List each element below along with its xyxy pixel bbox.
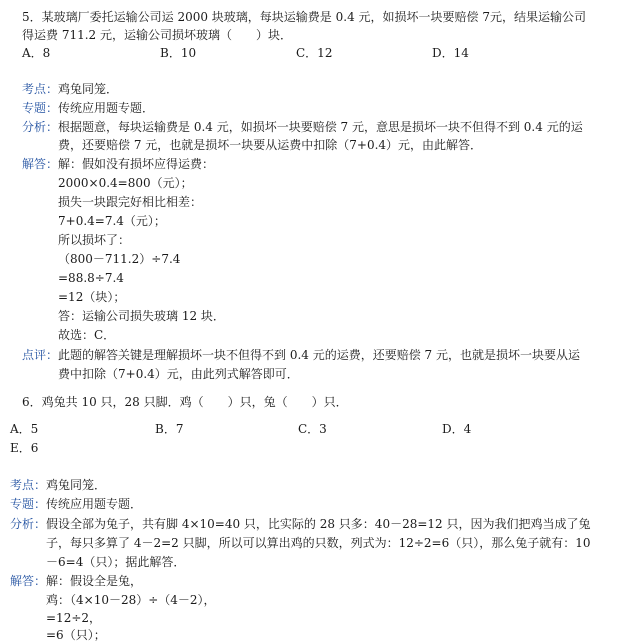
q5-jieda-label: 解答： xyxy=(22,157,59,171)
q6-zhuanti: 传统应用题专题． xyxy=(46,497,143,511)
q5-option-a: A．8 xyxy=(22,46,51,60)
q5-jieda-line: 解：假如没有损坏应得运费： xyxy=(58,157,215,171)
q5-dianping-label: 点评： xyxy=(22,348,59,362)
q5-jieda-line: 2000×0.4=800（元）； xyxy=(58,176,193,190)
q6-zhuanti-label: 专题： xyxy=(10,497,47,511)
q5-fenxi-label: 分析： xyxy=(22,120,59,134)
q6-jieda-line: 鸡：（4×10－28）÷（4－2）， xyxy=(46,593,216,607)
q6-option-e: E．6 xyxy=(10,441,39,455)
q6-jieda-label: 解答： xyxy=(10,574,47,588)
q6-kaodian-label: 考点： xyxy=(10,478,47,492)
q5-jieda-line: =12（块）； xyxy=(58,290,126,304)
q5-jieda-line: （800－711.2）÷7.4 xyxy=(58,252,181,266)
q6-jieda-line: 解：假设全是兔， xyxy=(46,574,143,588)
q6-jieda-line: =6（只）； xyxy=(46,628,106,642)
q5-jieda-line: 所以损坏了： xyxy=(58,233,131,247)
q5-dianping-line-1: 此题的解答关键是理解损坏一块不但得不到 0.4 元的运费，还要赔偿 7 元，也就是损坏一块要从运 xyxy=(58,348,580,362)
q5-jieda-line: 损失一块跟完好相比相差： xyxy=(58,195,203,209)
q5-option-c: C．12 xyxy=(296,46,333,60)
q5-fenxi-line-2: 费，还要赔偿 7 元，也就是损坏一块要从运费中扣除（7+0.4）元，由此解答． xyxy=(58,138,483,152)
q6-fenxi-line-1: 假设全部为兔子，共有脚 4×10=40 只，比实际的 28 只多：40－28=12 只，因为我们把鸡当成了兔 xyxy=(46,517,591,531)
q5-option-b: B．10 xyxy=(160,46,197,60)
q5-jieda-line: =88.8÷7.4 xyxy=(58,271,124,285)
q5-zhuanti: 传统应用题专题． xyxy=(58,101,155,115)
q5-option-d: D．14 xyxy=(432,46,469,60)
q6-fenxi-line-2: 子，每只多算了 4－2=2 只脚，所以可以算出鸡的只数，列式为：12÷2=6（只），那么兔子就有：10 xyxy=(46,536,591,550)
q6-jieda-line: =12÷2， xyxy=(46,611,102,625)
q6-kaodian: 鸡兔同笼． xyxy=(46,478,107,492)
q6-option-d: D．4 xyxy=(442,422,472,436)
q6-option-b: B．7 xyxy=(155,422,184,436)
q6-option-c: C．3 xyxy=(298,422,327,436)
q5-fenxi-line-1: 根据题意，每块运输费是 0.4 元，如损坏一块要赔偿 7 元，意思是损坏一块不但得不到 0.4 元的运 xyxy=(58,120,583,134)
q5-jieda-line: 答：运输公司损失玻璃 12 块． xyxy=(58,309,225,323)
q5-stem-line-1: 5．某玻璃厂委托运输公司运 2000 块玻璃，每块运输费是 0.4 元，如损坏一块要赔偿 7元，结果运输公司 xyxy=(22,10,586,24)
q5-zhuanti-label: 专题： xyxy=(22,101,59,115)
q5-stem-line-2: 得运费 711.2 元，运输公司损坏玻璃（ ）块． xyxy=(22,28,292,42)
q5-kaodian-label: 考点： xyxy=(22,82,59,96)
q5-jieda-line: 故选：C． xyxy=(58,328,116,342)
q6-fenxi-label: 分析： xyxy=(10,517,47,531)
q5-kaodian: 鸡兔同笼． xyxy=(58,82,119,96)
q6-stem: 6．鸡兔共 10 只，28 只脚．鸡（ ）只，兔（ ）只． xyxy=(22,395,348,409)
q5-dianping-line-2: 费中扣除（7+0.4）元，由此列式解答即可． xyxy=(58,367,299,381)
q6-option-a: A．5 xyxy=(10,422,39,436)
q5-jieda-line: 7+0.4=7.4（元）； xyxy=(58,214,166,228)
q6-fenxi-line-3: －6=4（只）；据此解答． xyxy=(46,555,186,569)
